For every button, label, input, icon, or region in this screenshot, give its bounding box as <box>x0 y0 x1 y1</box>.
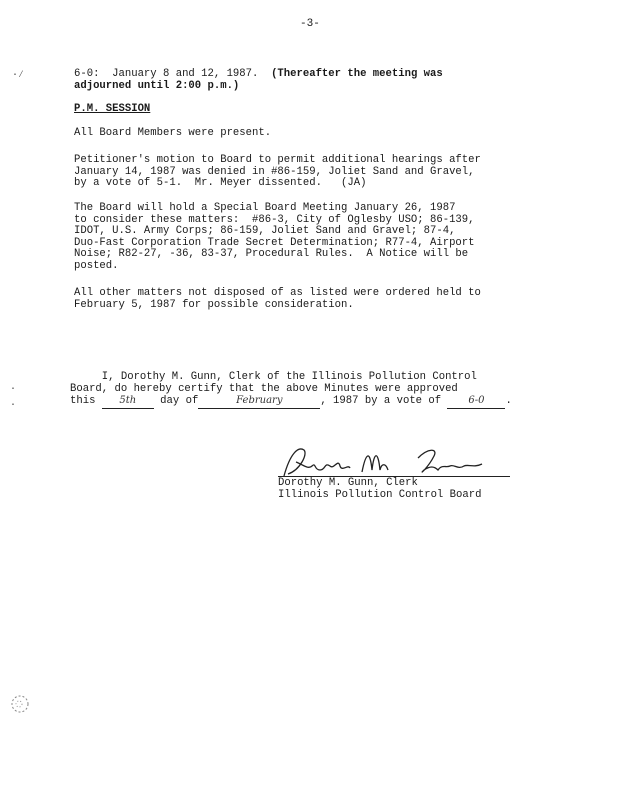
page-number: -3- <box>300 18 320 30</box>
vote-handwritten: 6-0 <box>468 395 485 407</box>
pm-session-heading: P.M. SESSION <box>74 103 151 115</box>
vote-paragraph <box>74 69 544 92</box>
certification-this: this <box>70 395 96 408</box>
margin-mark: · <box>10 384 17 395</box>
special-meeting-paragraph: The Board will hold a Special Board Meeting January 26, 1987 to consider these matters: #86-3, City of Oglesby USO; 86-139, IDOT, U.S. Army Corps; 86-159, Joliet Sand and Gravel; 87-4, Duo-Fast Corporation Trade Secret Determination; R77-4, Airport Noise; R82-27, -36, 83-37, Procedural Rules. A Notice will be posted. <box>74 202 475 272</box>
certification-day-of: day of <box>160 395 199 408</box>
members-present-text: All Board Members were present. <box>74 127 272 139</box>
certification-line: Board, do hereby certify that the above Minutes were approved <box>70 382 458 395</box>
held-matters-paragraph: All other matters not disposed of as listed were ordered held to February 5, 1987 for possible consideration. <box>74 287 481 311</box>
certification-block <box>70 372 540 409</box>
margin-mark: · <box>10 400 17 411</box>
certification-vote-text: , 1987 by a vote of <box>320 395 442 408</box>
vote-text: 6-0: January 8 and 12, 1987. <box>74 68 272 80</box>
signer-name: Dorothy M. Gunn, Clerk <box>278 477 418 489</box>
stamp-mark <box>8 692 34 716</box>
margin-mark: ·⁄ <box>12 70 25 81</box>
adjourned-note-cont: adjourned until 2:00 p.m.) <box>74 79 240 92</box>
certification-period: . <box>505 395 512 408</box>
month-handwritten: February <box>236 395 283 407</box>
day-handwritten: 5th <box>119 395 137 407</box>
signature-block <box>278 478 518 501</box>
certification-line: I, Dorothy M. Gunn, Clerk of the Illinois Pollution Control <box>70 371 477 383</box>
motion-paragraph: Petitioner's motion to Board to permit additional hearings after January 14, 1987 was denied in #86-159, Joliet Sand and Gravel, by a vote of 5-1. Mr. Meyer dissented. (JA) <box>74 154 481 190</box>
adjourned-note: (Thereafter the meeting was <box>271 68 443 80</box>
signer-organization: Illinois Pollution Control Board <box>278 488 482 501</box>
